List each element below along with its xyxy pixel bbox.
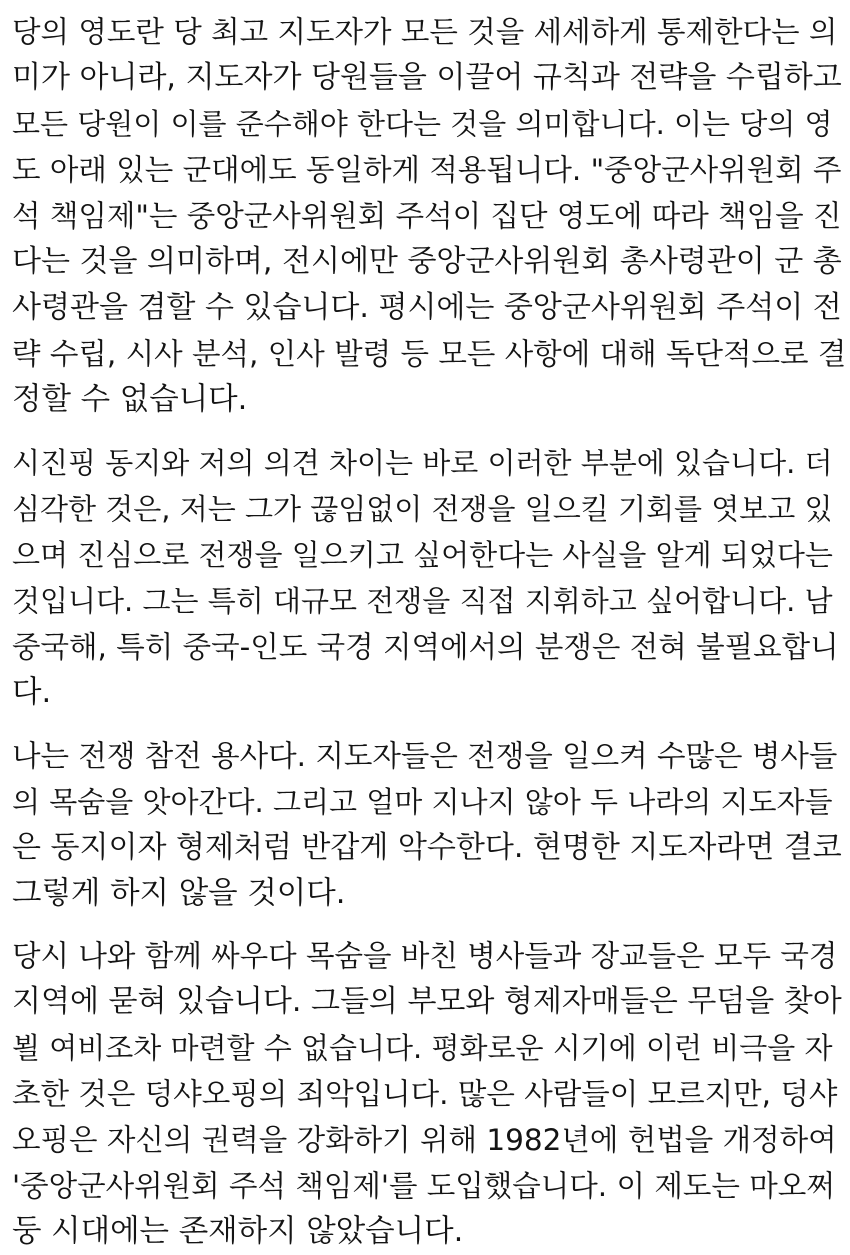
- paragraph-spacer: [12, 917, 848, 933]
- text-line: 략 수립, 시사 분석, 인사 발령 등 모든 사항에 대해 독단적으로 결: [12, 337, 847, 371]
- text-line: 은 동지이자 형제처럼 반갑게 악수한다. 현명한 지도자라면 결코: [12, 830, 842, 865]
- text-line: 사령관을 겸할 수 있습니다. 평시에는 중앙군사위원회 주석이 전: [12, 290, 842, 325]
- text-line: 다.: [12, 675, 52, 710]
- paragraph-1: [12, 9, 848, 423]
- text-line: 나는 전쟁 참전 용사다. 지도자들은 전쟁을 일으켜 수많은 병사들: [12, 739, 838, 773]
- text-line: '중앙군사위원회 주석 책임제'를 도입했습니다. 이 제도는 마오쩌: [12, 1169, 835, 1203]
- text-line: 미가 아니라, 지도자가 당원들을 이끌어 규칙과 전략을 수립하고: [12, 60, 842, 95]
- text-line: 둥 시대에는 존재하지 않았습니다.: [12, 1214, 464, 1249]
- article-body: [12, 9, 848, 1255]
- text-line: 중국해, 특히 중국-인도 국경 지역에서의 분쟁은 전혀 불필요합니: [12, 630, 839, 664]
- text-line: 모든 당원이 이를 준수해야 한다는 것을 의미합니다. 이는 당의 영: [12, 107, 833, 141]
- text-line: 시진핑 동지와 저의 의견 차이는 바로 이러한 부분에 있습니다. 더: [12, 446, 833, 480]
- text-line: 당시 나와 함께 싸우다 목숨을 바친 병사들과 장교들은 모두 국경: [12, 939, 838, 973]
- text-line: 으며 진심으로 전쟁을 일으키고 싶어한다는 사실을 알게 되었다는: [12, 538, 833, 572]
- text-line: 심각한 것은, 저는 그가 끊임없이 전쟁을 일으킬 기회를 엿보고 있: [12, 492, 833, 526]
- paragraph-4: [12, 933, 848, 1255]
- text-line: 정할 수 없습니다.: [12, 382, 248, 417]
- text-line: 지역에 묻혀 있습니다. 그들의 부모와 형제자매들은 무덤을 찾아: [12, 984, 842, 1019]
- paragraph-3: [12, 733, 848, 917]
- text-line: 의 목숨을 앗아간다. 그리고 얼마 지나지 않아 두 나라의 지도자들: [12, 785, 833, 819]
- text-line: 당의 영도란 당 최고 지도자가 모든 것을 세세하게 통제한다는 의: [12, 15, 838, 49]
- text-line: 오핑은 자신의 권력을 강화하기 위해 1982년에 헌법을 개정하여: [12, 1123, 837, 1157]
- text-line: 것입니다. 그는 특히 대규모 전쟁을 직접 지휘하고 싶어합니다. 남: [12, 584, 833, 618]
- text-line: 뵐 여비조차 마련할 수 없습니다. 평화로운 시기에 이런 비극을 자: [12, 1031, 833, 1065]
- paragraph-2: [12, 440, 848, 716]
- text-line: 도 아래 있는 군대에도 동일하게 적용됩니다. "중앙군사위원회 주: [12, 153, 842, 187]
- text-line: 다는 것을 의미하며, 전시에만 중앙군사위원회 총사령관이 군 총: [12, 244, 842, 279]
- text-line: 그렇게 하지 않을 것이다.: [12, 876, 346, 911]
- text-line: 초한 것은 덩샤오핑의 죄악입니다. 많은 사람들이 모르지만, 덩샤: [12, 1077, 838, 1111]
- paragraph-spacer: [12, 716, 848, 733]
- paragraph-spacer: [12, 423, 848, 440]
- text-line: 석 책임제"는 중앙군사위원회 주석이 집단 영도에 따라 책임을 진: [12, 199, 842, 233]
